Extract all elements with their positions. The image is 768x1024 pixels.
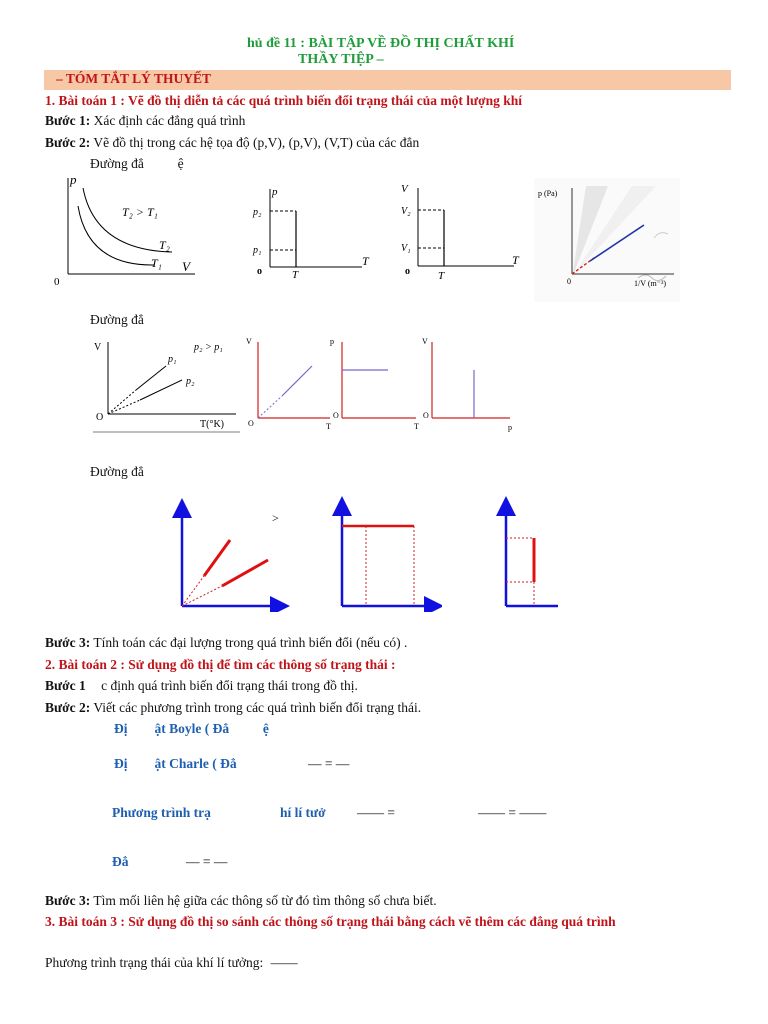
ideal-gas-label: hí lí tưở bbox=[280, 805, 326, 820]
tick-label: V₁ bbox=[401, 243, 411, 254]
step-label: Bước 2: bbox=[45, 700, 91, 715]
isochor-label: Đường đẳ bbox=[90, 464, 144, 479]
origin-label: o bbox=[257, 266, 262, 277]
graph-isochor-pv bbox=[494, 496, 564, 612]
axis-x-label: T bbox=[512, 253, 519, 267]
state-equation-label: Phương trình trạ bbox=[112, 805, 211, 820]
step-text: Xác định các đẳng quá trình bbox=[93, 113, 246, 128]
step-label: Bước 1 bbox=[45, 678, 86, 693]
problem1-title: 1. Bài toán 1 : Vẽ đồ thị diễn tả các quá trình biến đổi trạng thái của một lượng khí bbox=[45, 93, 523, 108]
isoprocess-label: Đẳ bbox=[112, 854, 129, 869]
problem3-title: 3. Bài toán 3 : Sử dụng đồ thị so sánh các thông số trạng thái bằng cách vẽ thêm các đẳng quá trình bbox=[45, 914, 616, 929]
step-text: Vẽ đồ thị trong các hệ tọa độ (p,V), (p,V), (V,T) của các đẳn bbox=[93, 135, 420, 150]
isotherm-label: Đường đẳ ệ bbox=[90, 156, 184, 171]
document-title: hủ đề 11 : BÀI TẬP VỀ ĐỒ THỊ CHẤT KHÍ bbox=[247, 36, 515, 51]
axis-y-label: V bbox=[94, 342, 102, 353]
origin-label: O bbox=[248, 419, 254, 428]
problem3-state-equation bbox=[45, 955, 298, 971]
curve-label: p₁ bbox=[168, 354, 177, 365]
origin-label: o bbox=[405, 266, 410, 277]
section-band bbox=[44, 70, 731, 90]
tick-label: p₂ bbox=[253, 207, 262, 218]
graph-isobar-vt bbox=[90, 336, 240, 436]
problem2-step1 bbox=[45, 678, 358, 694]
graph-isobar-vp bbox=[420, 334, 516, 432]
problem1-step2 bbox=[45, 135, 419, 151]
state-equation-dash: —— bbox=[270, 955, 298, 970]
graph-isotherm-vt bbox=[398, 182, 526, 282]
teacher-name: THẦY TIỆP – bbox=[298, 52, 384, 67]
graph-isotherm-pt bbox=[250, 185, 375, 280]
axis-x-label: T(°K) bbox=[200, 419, 224, 430]
origin-label: 0 bbox=[54, 276, 60, 288]
step-label: Bước 2: bbox=[45, 135, 91, 150]
section-heading: – TÓM TẮT LÝ THUYẾT bbox=[56, 71, 212, 86]
charle-equation: — = — bbox=[308, 756, 350, 771]
graph-isotherm-pv bbox=[50, 172, 210, 292]
curve-label: T₂ bbox=[159, 238, 170, 252]
axis-y-label: V bbox=[401, 183, 408, 195]
axis-x-label: V bbox=[182, 259, 190, 274]
axis-x-label: 1/V (m⁻³) bbox=[634, 279, 667, 288]
problem1-step3 bbox=[45, 635, 407, 651]
curve-label: T₁ bbox=[151, 256, 162, 270]
tick-label: V₂ bbox=[401, 206, 411, 217]
graph-isobar-pt bbox=[330, 334, 420, 432]
axis-y-label: p bbox=[70, 172, 77, 187]
problem2-title: 2. Bài toán 2 : Sử dụng đồ thị để tìm các thông số trạng thái : bbox=[45, 657, 396, 672]
problem2-step3 bbox=[45, 893, 437, 909]
origin-label: 0 bbox=[567, 277, 571, 286]
tick-label: T bbox=[438, 270, 445, 282]
step-label: Bước 3: bbox=[45, 635, 91, 650]
graph-isobar-vt-2 bbox=[246, 336, 334, 432]
charle-law: Đị ật Charle ( Đẳ bbox=[114, 756, 237, 771]
condition-mark: > bbox=[272, 511, 279, 525]
axis-x-label: T bbox=[326, 422, 331, 431]
axis-y-label: p bbox=[272, 186, 278, 198]
condition-label: T₂ > T₁ bbox=[122, 205, 158, 219]
isoprocess-equation: — = — bbox=[186, 854, 228, 869]
problem1-step1 bbox=[45, 113, 245, 129]
graph-isochor-vt bbox=[332, 496, 442, 612]
axis-y-label: p (Pa) bbox=[538, 189, 558, 198]
step-text: c định quá trình biến đổi trạng thái trong đồ thị. bbox=[101, 678, 358, 693]
axis-x-label: T bbox=[362, 254, 369, 268]
isobar-label: Đường đẳ bbox=[90, 312, 144, 327]
state-equation-b: —— = —— bbox=[478, 805, 547, 820]
axis-y-label: V bbox=[246, 337, 252, 346]
step-text: Viết các phương trình trong các quá trình biến đổi trạng thái. bbox=[93, 700, 422, 715]
axis-x-label: T bbox=[414, 422, 419, 431]
axis-x-label: p bbox=[508, 423, 512, 432]
origin-label: O bbox=[96, 412, 104, 423]
state-equation-text: Phương trình trạng thái của khí lí tưởng: bbox=[45, 955, 264, 970]
curve-label: p₂ bbox=[186, 376, 195, 387]
axis-y-label: V bbox=[422, 337, 428, 346]
problem2-step2 bbox=[45, 700, 421, 716]
step-text: Tính toán các đại lượng trong quá trình biến đổi (nếu có) . bbox=[93, 635, 408, 650]
boyle-law: Đị ật Boyle ( Đẳ ệ bbox=[114, 721, 269, 736]
step-text: Tìm mối liên hệ giữa các thông số từ đó tìm thông số chưa biết. bbox=[93, 893, 437, 908]
axis-y-label: p bbox=[330, 337, 334, 346]
step-label: Bước 3: bbox=[45, 893, 91, 908]
origin-label: O bbox=[333, 411, 339, 420]
origin-label: O bbox=[423, 411, 429, 420]
graph-isochor-pt bbox=[170, 496, 290, 612]
tick-label: p₁ bbox=[253, 245, 262, 256]
graph-isotherm-p-invv bbox=[534, 178, 680, 302]
state-equation-a: —— = bbox=[357, 805, 395, 820]
tick-label: T bbox=[292, 269, 299, 280]
condition-label: p₂ > p₁ bbox=[194, 342, 223, 353]
step-label: Bước 1: bbox=[45, 113, 91, 128]
